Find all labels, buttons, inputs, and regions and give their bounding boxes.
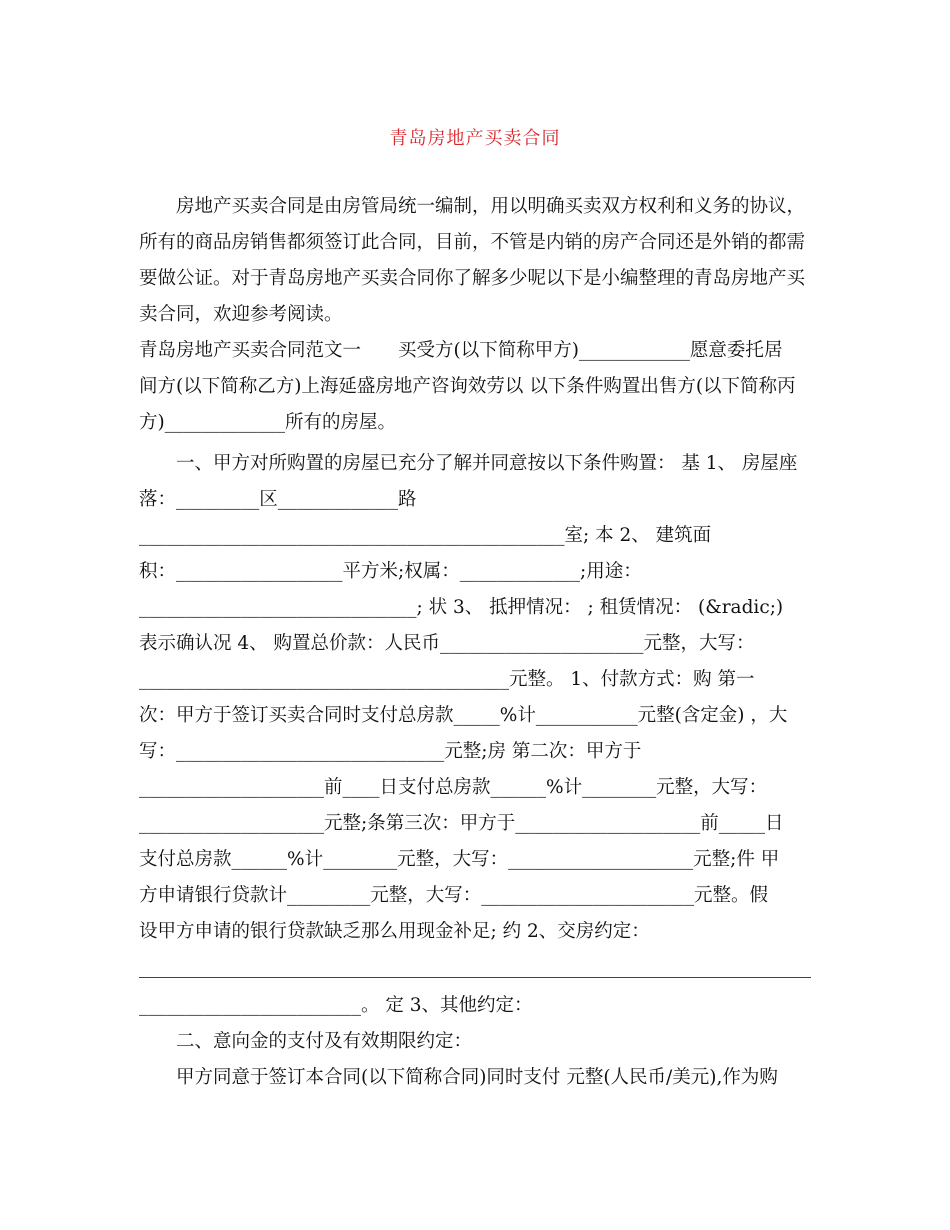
paragraph-line: 积：__________________平方米;权属：_____________;用途： [139,561,642,582]
paragraph-line: 卖合同，欢迎参考阅读。 [139,304,343,325]
paragraph-line: 落：_________区_____________路 [139,489,417,510]
paragraph-line: ________________________。 定 3、其他约定： [139,995,533,1016]
paragraph-line: 次：甲方于签订买卖合同时支付总房款_____%计___________元整(含定金) ，大 [139,705,788,726]
paragraph-line: ______________________________; 状 3、 抵押情况： ; 租赁情况： (&radic;) [139,597,784,618]
paragraph-line: ______________________________________________室; 本 2、 建筑面 [139,525,712,546]
paragraph-line: ________________________________________元整。 1、付款方式：购 第一 [139,669,755,690]
blank-fill-line [139,977,811,978]
paragraph-line: ____________________前____日支付总房款______%计________元整，大写： [139,777,768,798]
paragraph-line: 要做公证。对于青岛房地产买卖合同你了解多少呢以下是小编整理的青岛房地产买 [139,268,806,289]
paragraph-line: 方申请银行贷款计_________元整，大写：_______________________元整。假 [139,885,769,906]
paragraph-line: 方)_____________所有的房屋。 [139,412,396,433]
paragraph-line: 设甲方申请的银行贷款缺乏那么用现金补足; 约 2、交房约定： [139,921,650,942]
paragraph-line: 青岛房地产买卖合同范文一 买受方(以下简称甲方)____________愿意委托居 [139,340,783,361]
paragraph-line: 表示确认况 4、 购置总价款：人民币______________________元整，大写： [139,633,755,654]
paragraph-line: 甲方同意于签订本合同(以下简称合同)同时支付 元整(人民币/美元),作为购 [176,1067,778,1088]
paragraph-line: 一、甲方对所购置的房屋已充分了解并同意按以下条件购置： 基 1、 房屋座 [176,453,798,474]
paragraph-line: 房地产买卖合同是由房管局统一编制，用以明确买卖双方权利和义务的协议， [176,196,806,217]
paragraph-line: ____________________元整;条第三次：甲方于____________________前_____日 [139,813,784,834]
paragraph-line: 所有的商品房销售都须签订此合同，目前，不管是内销的房产合同还是外销的都需 [139,232,806,253]
paragraph-line: 写：_____________________________元整;房 第二次：甲方于 [139,741,642,762]
paragraph-line: 间方(以下简称乙方)上海延盛房地产咨询效劳以 以下条件购置出售方(以下简称丙 [139,376,796,397]
section-heading: 二、意向金的支付及有效期限约定： [176,1031,473,1052]
document-title: 青岛房地产买卖合同 [389,128,561,149]
paragraph-line: 支付总房款______%计________元整，大写：____________________元整;件 甲 [139,849,780,870]
